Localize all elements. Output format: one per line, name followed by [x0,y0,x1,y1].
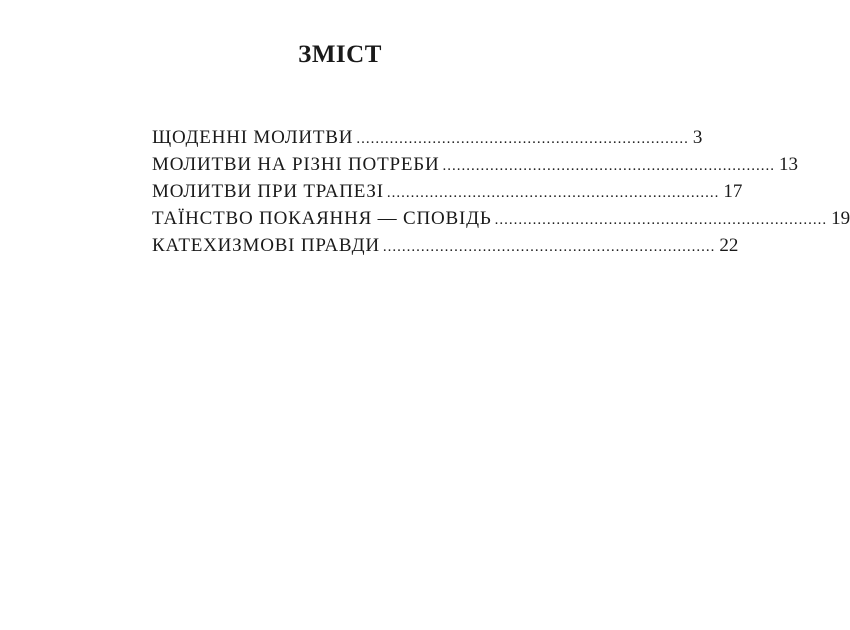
toc-entry [152,124,703,151]
toc-entry-label: МОЛИТВИ НА РІЗНІ ПОТРЕБИ [152,154,440,175]
toc-leader-dots: ...................................................................... [356,131,689,147]
toc-entry-page: 17 [723,181,743,202]
toc-leader-dots: ...................................................................... [442,158,775,174]
toc-entry [152,178,743,205]
toc-entry-page: 13 [778,154,798,175]
toc-entry [152,151,798,178]
toc-entry [152,232,739,259]
toc-entry-label: КАТЕХИЗМОВІ ПРАВДИ [152,235,380,256]
toc-leader-dots: ...................................................................... [386,185,720,201]
toc-entry-label: ЩОДЕННІ МОЛИТВИ [152,127,354,148]
toc-entry [152,205,850,232]
toc-leader-dots: ...................................................................... [382,239,716,255]
toc-entry-label: МОЛИТВИ ПРИ ТРАПЕЗІ [152,181,384,202]
toc-leader-dots: ...................................................................... [494,212,828,228]
toc-entry-page: 22 [719,235,739,256]
toc-entry-page: 3 [692,127,703,148]
page-title: ЗМІСТ [298,41,382,68]
toc-entry-page: 19 [831,208,850,229]
table-of-contents [152,124,850,259]
toc-entry-label: ТАЇНСТВО ПОКАЯННЯ — СПОВІДЬ [152,208,492,229]
